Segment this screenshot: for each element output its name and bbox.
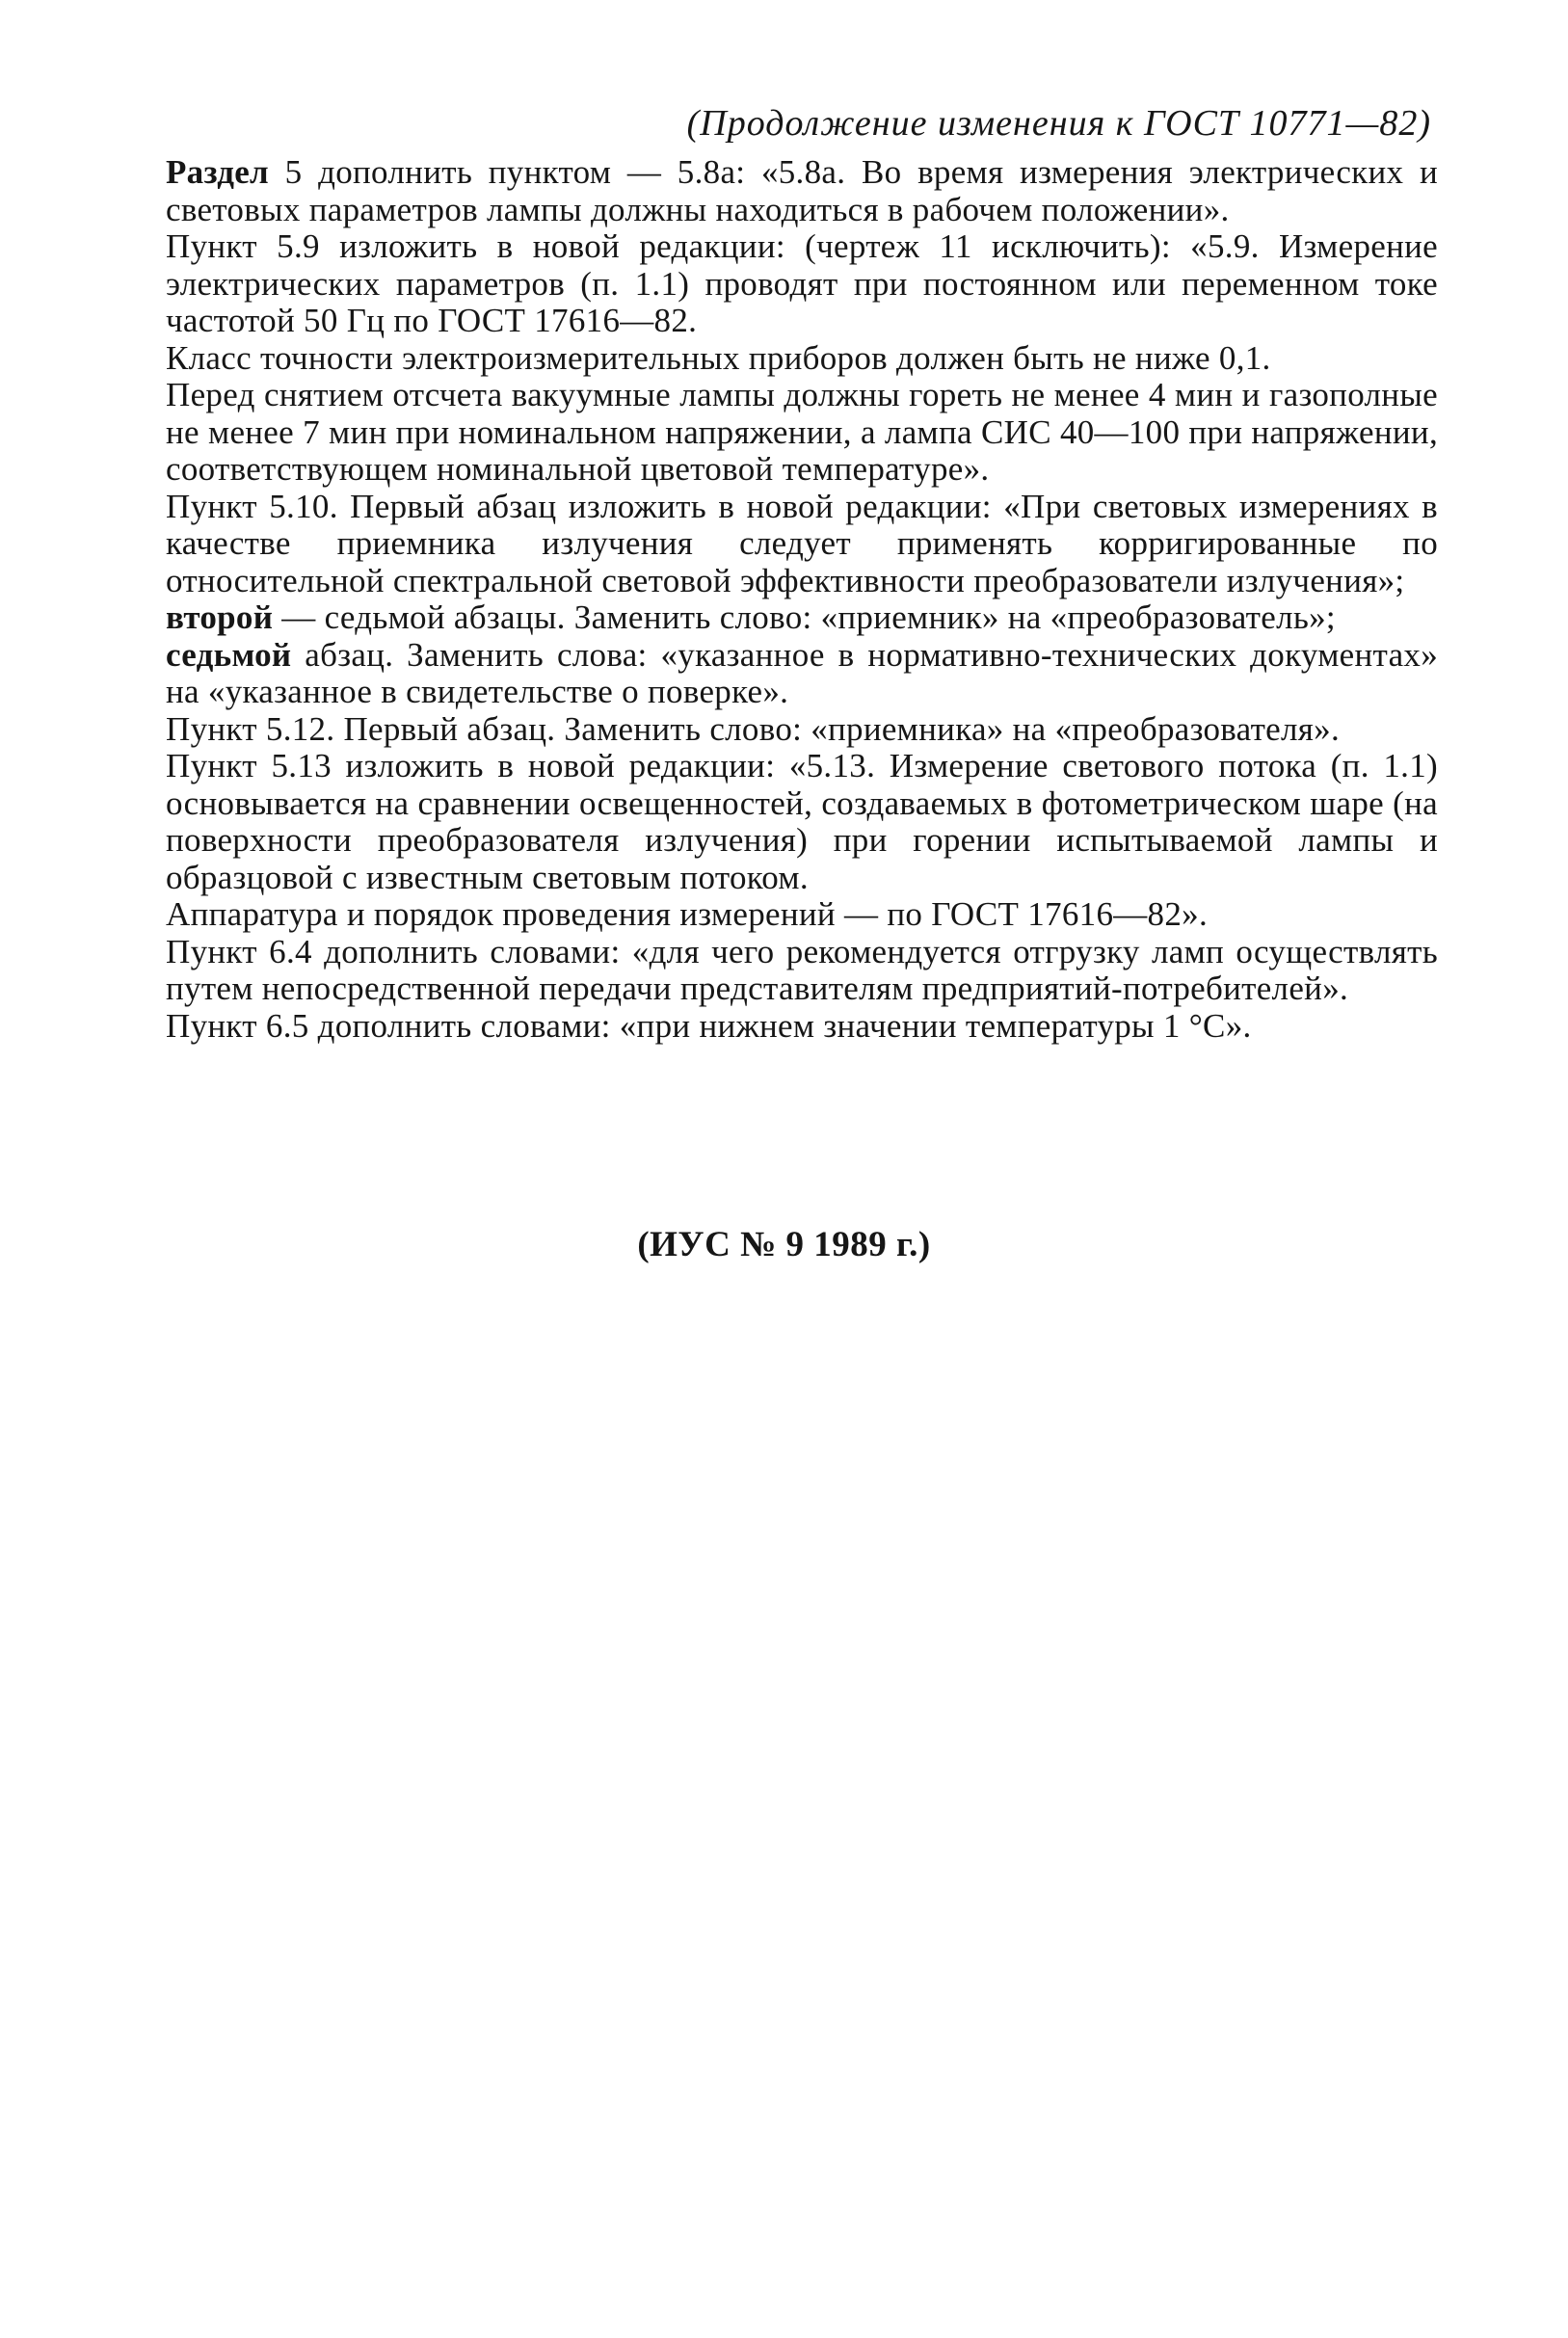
paragraph-point-5-10: [166, 489, 1438, 600]
paragraph-text: 5 дополнить пунктом — 5.8а: «5.8а. Во время измерения электрических и световых параметров лампы должны находиться в рабочем положении».: [166, 153, 1438, 228]
paragraph-lead: седьмой: [166, 635, 292, 674]
paragraph-text: — седьмой абзацы. Заменить слово: «приемник» на «преобразователь»;: [273, 598, 1336, 636]
paragraph-point-5-9: [166, 228, 1438, 340]
page-header: (Продолжение изменения к ГОСТ 10771—82): [686, 103, 1431, 144]
paragraph-text: Пункт 5.13 изложить в новой редакции: «5.13. Измерение светового потока (п. 1.1) основывается на сравнении освещенностей, создаваемых в фотометрическом шаре (на поверхности преобразователя излучения) при горении испытываемой лампы и образцовой с известным световым потоком.: [166, 747, 1438, 896]
paragraph-text: Перед снятием отсчета вакуумные лампы должны гореть не менее 4 мин и газополные не менее 7 мин при номинальном напряжении, а лампа СИС 40—100 при напряжении, соответствующем номинальной цветовой температуре».: [166, 376, 1438, 488]
publication-reference: (ИУС № 9 1989 г.): [637, 1225, 931, 1264]
paragraph-point-6-5: [166, 1008, 1438, 1046]
paragraph-text: Пункт 6.5 дополнить словами: «при нижнем значении температуры 1 °С».: [166, 1006, 1252, 1045]
paragraph-point-6-4: [166, 934, 1438, 1008]
paragraph-burn-in: [166, 377, 1438, 489]
paragraph-text: Аппаратура и порядок проведения измерений — по ГОСТ 17616—82».: [166, 895, 1209, 933]
paragraph-point-5-12: [166, 711, 1438, 749]
paragraph-text: Пункт 6.4 дополнить словами: «для чего рекомендуется отгрузку ламп осуществлять путем непосредственной передачи представителям предприятий-потребителей».: [166, 932, 1438, 1007]
paragraph-lead: второй: [166, 598, 274, 636]
paragraph-text: Класс точности электроизмерительных приборов должен быть не ниже 0,1.: [166, 338, 1271, 377]
paragraph-text: Пункт 5.10. Первый абзац изложить в новой редакции: «При световых измерениях в качестве приемника излучения следует применять корригированные по относительной спектральной световой эффективности преобразователи излучения»;: [166, 487, 1438, 599]
paragraph-second-seventh: [166, 599, 1438, 637]
paragraph-text: Пункт 5.9 изложить в новой редакции: (чертеж 11 исключить): «5.9. Измерение электрических параметров (п. 1.1) проводят при постоянном или переменном токе частотой 50 Гц по ГОСТ 17616—82.: [166, 227, 1438, 339]
document-body: [166, 154, 1438, 1045]
paragraph-accuracy-class: [166, 340, 1438, 378]
paragraph-text: абзац. Заменить слова: «указанное в нормативно-технических документах» на «указанное в свидетельстве о поверке».: [166, 635, 1438, 710]
paragraph-section-5: [166, 154, 1438, 228]
paragraph-apparatus: [166, 896, 1438, 934]
paragraph-point-5-13: [166, 748, 1438, 896]
paragraph-lead: Раздел: [166, 153, 269, 191]
paragraph-seventh: [166, 637, 1438, 711]
paragraph-text: Пункт 5.12. Первый абзац. Заменить слово: «приемника» на «преобразователя».: [166, 709, 1341, 748]
